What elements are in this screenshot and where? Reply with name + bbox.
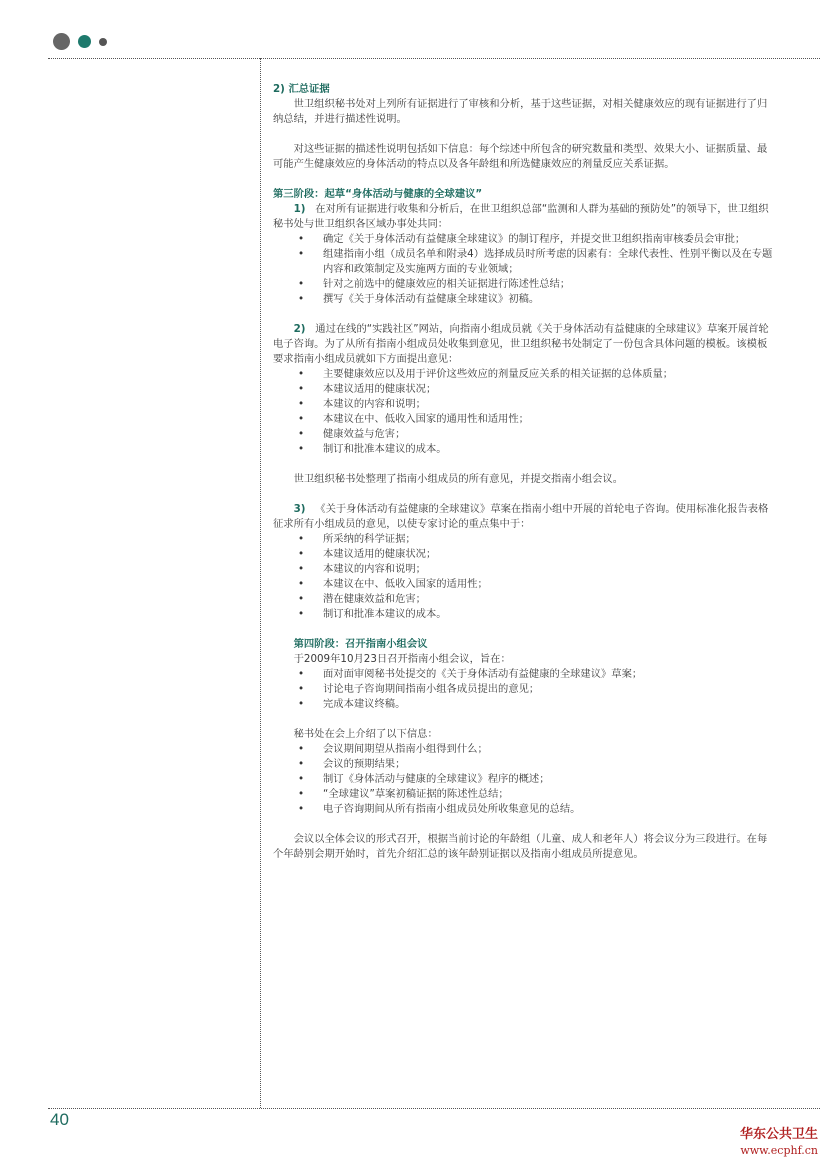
- step2-text: 通过在线的“实践社区”网站，向指南小组成员就《关于身体活动有益健康的全球建议》草案开展首轮电子咨询。为了从所有指南小组成员处收集到意见，世卫组织秘书处制定了一份包含具体问题的模板。该模板要求指南小组成员就如下方面提出意见：: [273, 323, 769, 365]
- stage4-intro: 于2009年10月23日召开指南小组会议，旨在：: [293, 653, 511, 665]
- top-divider: [48, 58, 820, 59]
- list-item: • 健康效益与危害；: [273, 427, 773, 442]
- list-item: • 撰写《关于身体活动有益健康全球建议》初稿。: [273, 292, 773, 307]
- step3-number: 3): [293, 503, 306, 515]
- decor-dot-green: [78, 35, 91, 48]
- stage3-step1: [273, 202, 773, 232]
- step1-bullets: [273, 232, 773, 307]
- step1-text: 在对所有证据进行收集和分析后，在世卫组织总部“监测和人群为基础的预防处”的领导下，世卫组织秘书处与世卫组织各区域办事处共同：: [273, 203, 769, 230]
- list-item: • 本建议适用的健康状况；: [273, 382, 773, 397]
- list-item: • 面对面审阅秘书处提交的《关于身体活动有益健康的全球建议》草案；: [273, 667, 773, 682]
- list-item: • 制订和批准本建议的成本。: [273, 442, 773, 457]
- step3-text: 《关于身体活动有益健康的全球建议》草案在指南小组中开展的首轮电子咨询。使用标准化报告表格征求所有小组成员的意见，以使专家讨论的重点集中于：: [273, 503, 769, 530]
- step2-after: 世卫组织秘书处整理了指南小组成员的所有意见，并提交指南小组会议。: [293, 473, 624, 485]
- list-item: • 制订和批准本建议的成本。: [273, 607, 773, 622]
- watermark: [740, 1127, 818, 1159]
- list-item: • “全球建议”草案初稿证据的陈述性总结；: [273, 787, 773, 802]
- main-text-column: [273, 82, 773, 862]
- list-item: • 本建议的内容和说明；: [273, 562, 773, 577]
- step3-bullets: [273, 532, 773, 622]
- watermark-url: www.ecphf.cn: [740, 1144, 818, 1157]
- list-item: • 针对之前选中的健康效应的相关证据进行陈述性总结；: [273, 277, 773, 292]
- list-item: • 本建议的内容和说明；: [273, 397, 773, 412]
- list-item: • 潜在健康效益和危害；: [273, 592, 773, 607]
- stage4-bullets2: [273, 742, 773, 817]
- watermark-name: 华东公共卫生: [739, 1127, 818, 1142]
- list-item: • 本建议在中、低收入国家的通用性和适用性；: [273, 412, 773, 427]
- stage3-step2: [273, 322, 773, 367]
- stage4-bullets: [273, 667, 773, 712]
- column-divider: [260, 58, 261, 1108]
- stage3-step3: [273, 502, 773, 532]
- stage4-heading: 第四阶段：召开指南小组会议: [293, 638, 428, 650]
- list-item: • 确定《关于身体活动有益健康全球建议》的制订程序，并提交世卫组织指南审核委员会审批；: [273, 232, 773, 247]
- list-item: • 会议期间期望从指南小组得到什么；: [273, 742, 773, 757]
- page-number: 40: [50, 1110, 69, 1129]
- decor-dot-small: [99, 38, 107, 46]
- decor-dot-large: [53, 33, 70, 50]
- section2-heading: 2) 汇总证据: [273, 83, 330, 95]
- list-item: • 组建指南小组（成员名单和附录4）选择成员时所考虑的因素有：全球代表性、性别平衡以及在专题内容和政策制定及实施两方面的专业领域；: [273, 247, 773, 277]
- step2-number: 2): [293, 323, 306, 335]
- list-item: • 制订《身体活动与健康的全球建议》程序的概述；: [273, 772, 773, 787]
- stage3-heading: 第三阶段：起草“身体活动与健康的全球建议”: [273, 188, 483, 200]
- list-item: • 完成本建议终稿。: [273, 697, 773, 712]
- list-item: • 主要健康效应以及用于评价这些效应的剂量反应关系的相关证据的总体质量；: [273, 367, 773, 382]
- step2-bullets: [273, 367, 773, 457]
- section2-para1: 世卫组织秘书处对上列所有证据进行了审核和分析，基于这些证据，对相关健康效应的现有证据进行了归纳总结，并进行描述性说明。: [273, 98, 768, 125]
- list-item: • 所采纳的科学证据；: [273, 532, 773, 547]
- list-item: • 本建议适用的健康状况；: [273, 547, 773, 562]
- stage4-closing: 会议以全体会议的形式召开，根据当前讨论的年龄组（儿童、成人和老年人）将会议分为三段进行。在每个年龄别会期开始时，首先介绍汇总的该年龄别证据以及指南小组成员所提意见。: [273, 833, 768, 860]
- list-item: • 电子咨询期间从所有指南小组成员处所收集意见的总结。: [273, 802, 773, 817]
- section2-para2: 对这些证据的描述性说明包括如下信息：每个综述中所包含的研究数量和类型、效果大小、证据质量、最可能产生健康效应的身体活动的特点以及各年龄组和所选健康效应的剂量反应关系证据。: [273, 143, 768, 170]
- list-item: • 会议的预期结果；: [273, 757, 773, 772]
- stage4-intro2: 秘书处在会上介绍了以下信息：: [293, 728, 438, 740]
- list-item: • 讨论电子咨询期间指南小组各成员提出的意见；: [273, 682, 773, 697]
- bottom-divider: [48, 1108, 820, 1109]
- list-item: • 本建议在中、低收入国家的适用性；: [273, 577, 773, 592]
- step1-number: 1): [293, 203, 306, 215]
